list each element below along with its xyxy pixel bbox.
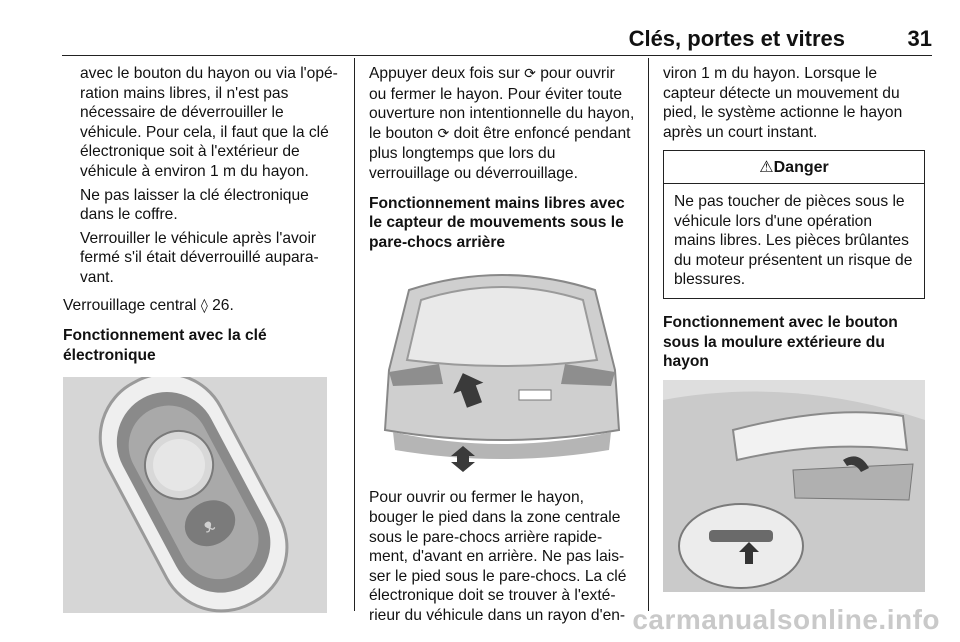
rear-bumper-sensor-illustration	[369, 260, 635, 482]
column-divider-2	[648, 58, 649, 611]
tailgate-button-illustration	[663, 380, 925, 592]
paragraph: Ne pas laisser la clé électronique dans le coffre.	[80, 186, 309, 224]
paragraph: avec le bouton du hayon ou via l'opé-ration mains libres, il n'est pas nécessaire de déverrouiller le véhicule. Pour cela, il faut que la clé électronique soit à l'extérieur de véhicule à environ 1 m du hayon.	[80, 65, 338, 180]
tailgate-button-icon: ⟳	[437, 125, 450, 142]
text-run: doit être enfoncé pendant plus longtemps que lors du verrouillage ou déverrouillage.	[369, 124, 631, 182]
danger-header	[664, 151, 924, 184]
reference-page: 26.	[212, 296, 234, 314]
page-number: 31	[907, 26, 932, 51]
reference-text: Verrouillage central	[63, 296, 197, 314]
column-2	[369, 64, 635, 634]
tailgate-button-icon: ⟳	[524, 66, 536, 82]
paragraph: viron 1 m du hayon. Lorsque le capteur détecte un mouvement du pied, le système actionne le hayon après un court instant.	[663, 65, 903, 141]
svg-text:ᴥ: ᴥ	[198, 514, 219, 538]
page-header-title: Clés, portes et vitres	[628, 26, 845, 51]
cross-reference	[63, 296, 343, 317]
column-1	[63, 64, 343, 613]
paragraph: Verrouiller le véhicule après l'avoir fermé s'il était déverrouillé aupara-vant.	[80, 229, 319, 286]
column-3	[663, 64, 925, 592]
section-heading: Fonctionnement mains libres avec le capteur de mouvements sous le pare-chocs arrière	[369, 194, 625, 251]
key-fob-icon	[63, 377, 327, 613]
danger-text: Ne pas toucher de pièces sous le véhicule lors d'une opération mains libres. Les pièces brûlantes du moteur présentent un risque de blessures.	[674, 192, 913, 289]
text-run: Appuyer deux fois sur	[369, 65, 520, 82]
paragraph	[369, 64, 635, 184]
danger-notice	[663, 150, 925, 299]
column-divider-1	[354, 58, 355, 611]
electronic-key-illustration	[63, 377, 327, 613]
header-rule	[62, 55, 932, 56]
section-heading: Fonctionnement avec le bouton sous la moulure extérieure du hayon	[663, 313, 898, 371]
warning-triangle-icon: ⚠	[759, 157, 774, 177]
danger-title: Danger	[773, 159, 829, 177]
watermark: carmanualsonline.info	[632, 604, 940, 635]
paragraph: Pour ouvrir ou fermer le hayon, bouger le pied dans la zone centrale sous le pare-chocs arrière rapide-ment, d'avant en arrière. Ne pas lais-ser le pied sous le pare-chocs. La clé électronique doit se trouver à l'exté-rieur du véhicule dans un rayon d'en-	[369, 489, 627, 624]
text-run: pour ouvrir ou fermer le hayon. Pour éviter toute ouverture non intentionnelle du hayon, le bouton	[369, 65, 635, 142]
section-heading: Fonctionnement avec la clé électronique	[63, 327, 267, 364]
reference-arrow-icon: ◊	[200, 297, 208, 314]
car-tailgate-icon	[663, 380, 925, 592]
car-rear-icon	[369, 260, 635, 482]
